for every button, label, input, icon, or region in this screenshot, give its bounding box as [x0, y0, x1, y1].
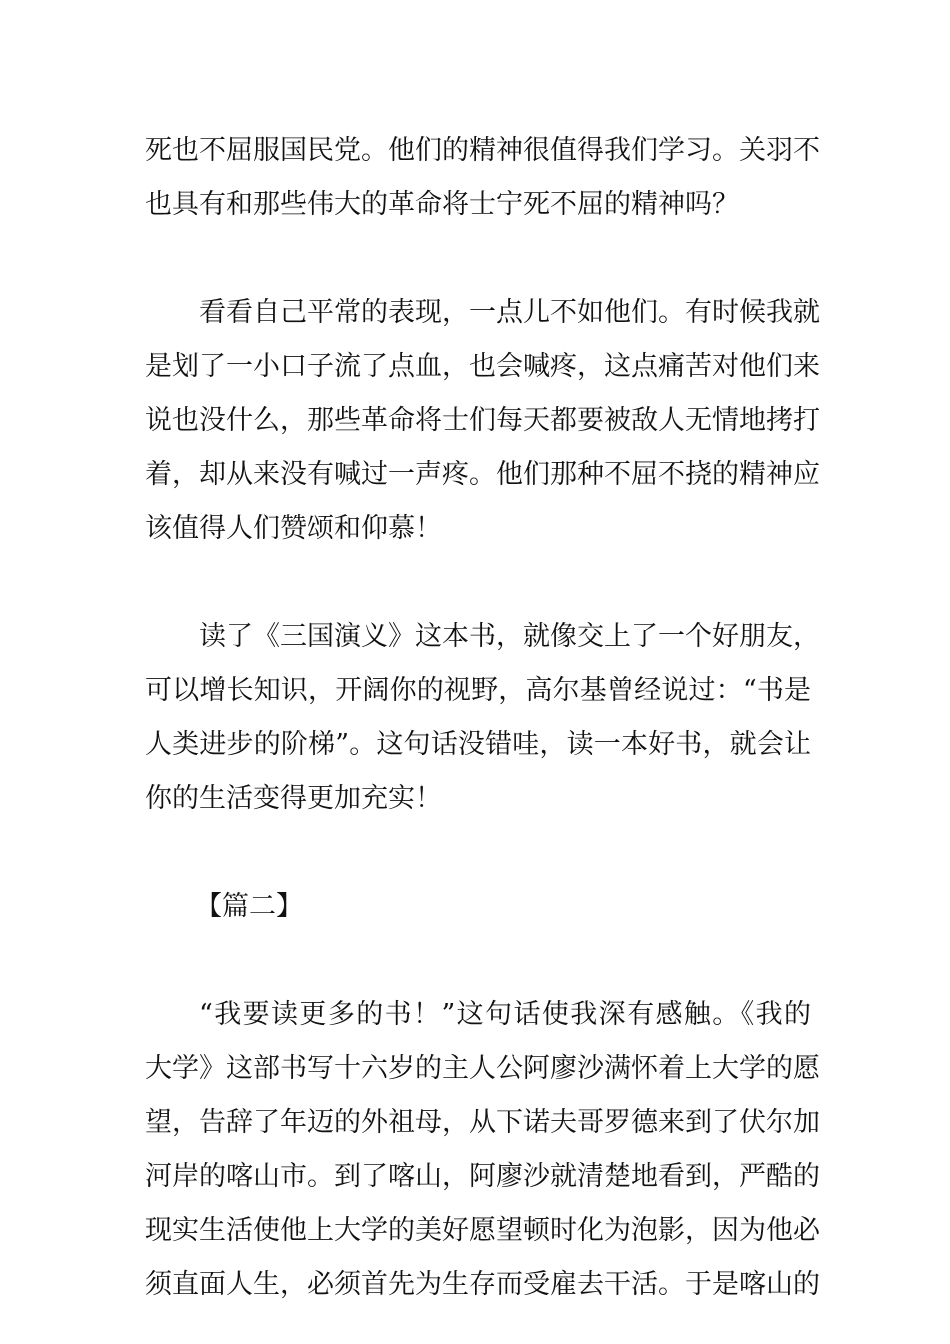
- document-body: [145, 124, 820, 1312]
- text-line: 河岸的喀山市。到了喀山，阿廖沙就清楚地看到，严酷的: [145, 1161, 820, 1192]
- text-line: 读了《三国演义》这本书，就像交上了一个好朋友，: [199, 621, 820, 652]
- paragraph-spacer: [145, 232, 811, 286]
- text-line: 你的生活变得更加充实！: [145, 783, 442, 814]
- section-heading: 【篇二】: [195, 891, 303, 922]
- text-line: 看看自己平常的表现，一点儿不如他们。有时候我就: [199, 297, 820, 328]
- text-line: 大学》这部书写十六岁的主人公阿廖沙满怀着上大学的愿: [145, 1053, 820, 1084]
- text-line: 人类进步的阶梯”。这句话没错哇，读一本好书，就会让: [145, 729, 811, 760]
- text-line: 须直面人生，必须首先为生存而受雇去干活。于是喀山的: [145, 1269, 820, 1300]
- text-line: 说也没什么，那些革命将士们每天都要被敌人无情地拷打: [145, 405, 820, 436]
- text-line: 是划了一小口子流了点血，也会喊疼，这点痛苦对他们来: [145, 351, 820, 382]
- text-line: 该值得人们赞颂和仰慕！: [145, 513, 442, 544]
- paragraph-spacer: [145, 556, 811, 610]
- text-line: 也具有和那些伟大的革命将士宁死不屈的精神吗？: [145, 189, 739, 220]
- paragraph-3: [145, 610, 820, 826]
- text-line: 现实生活使他上大学的美好愿望顿时化为泡影，因为他必: [145, 1215, 820, 1246]
- paragraph-spacer: [145, 826, 811, 880]
- paragraph-2: [145, 286, 820, 556]
- paragraph-1: [145, 124, 820, 232]
- text-line: 着，却从来没有喊过一声疼。他们那种不屈不挠的精神应: [145, 459, 820, 490]
- paragraph-spacer: [145, 934, 811, 988]
- text-line: 可以增长知识，开阔你的视野，高尔基曾经说过：“书是: [145, 675, 811, 706]
- paragraph-4: [145, 988, 820, 1312]
- text-line: 望，告辞了年迈的外祖母，从下诺夫哥罗德来到了伏尔加: [145, 1107, 820, 1138]
- text-line: “我要读更多的书！”这句话使我深有感触。《我的: [199, 999, 811, 1030]
- text-line: 死也不屈服国民党。他们的精神很值得我们学习。关羽不: [145, 135, 820, 166]
